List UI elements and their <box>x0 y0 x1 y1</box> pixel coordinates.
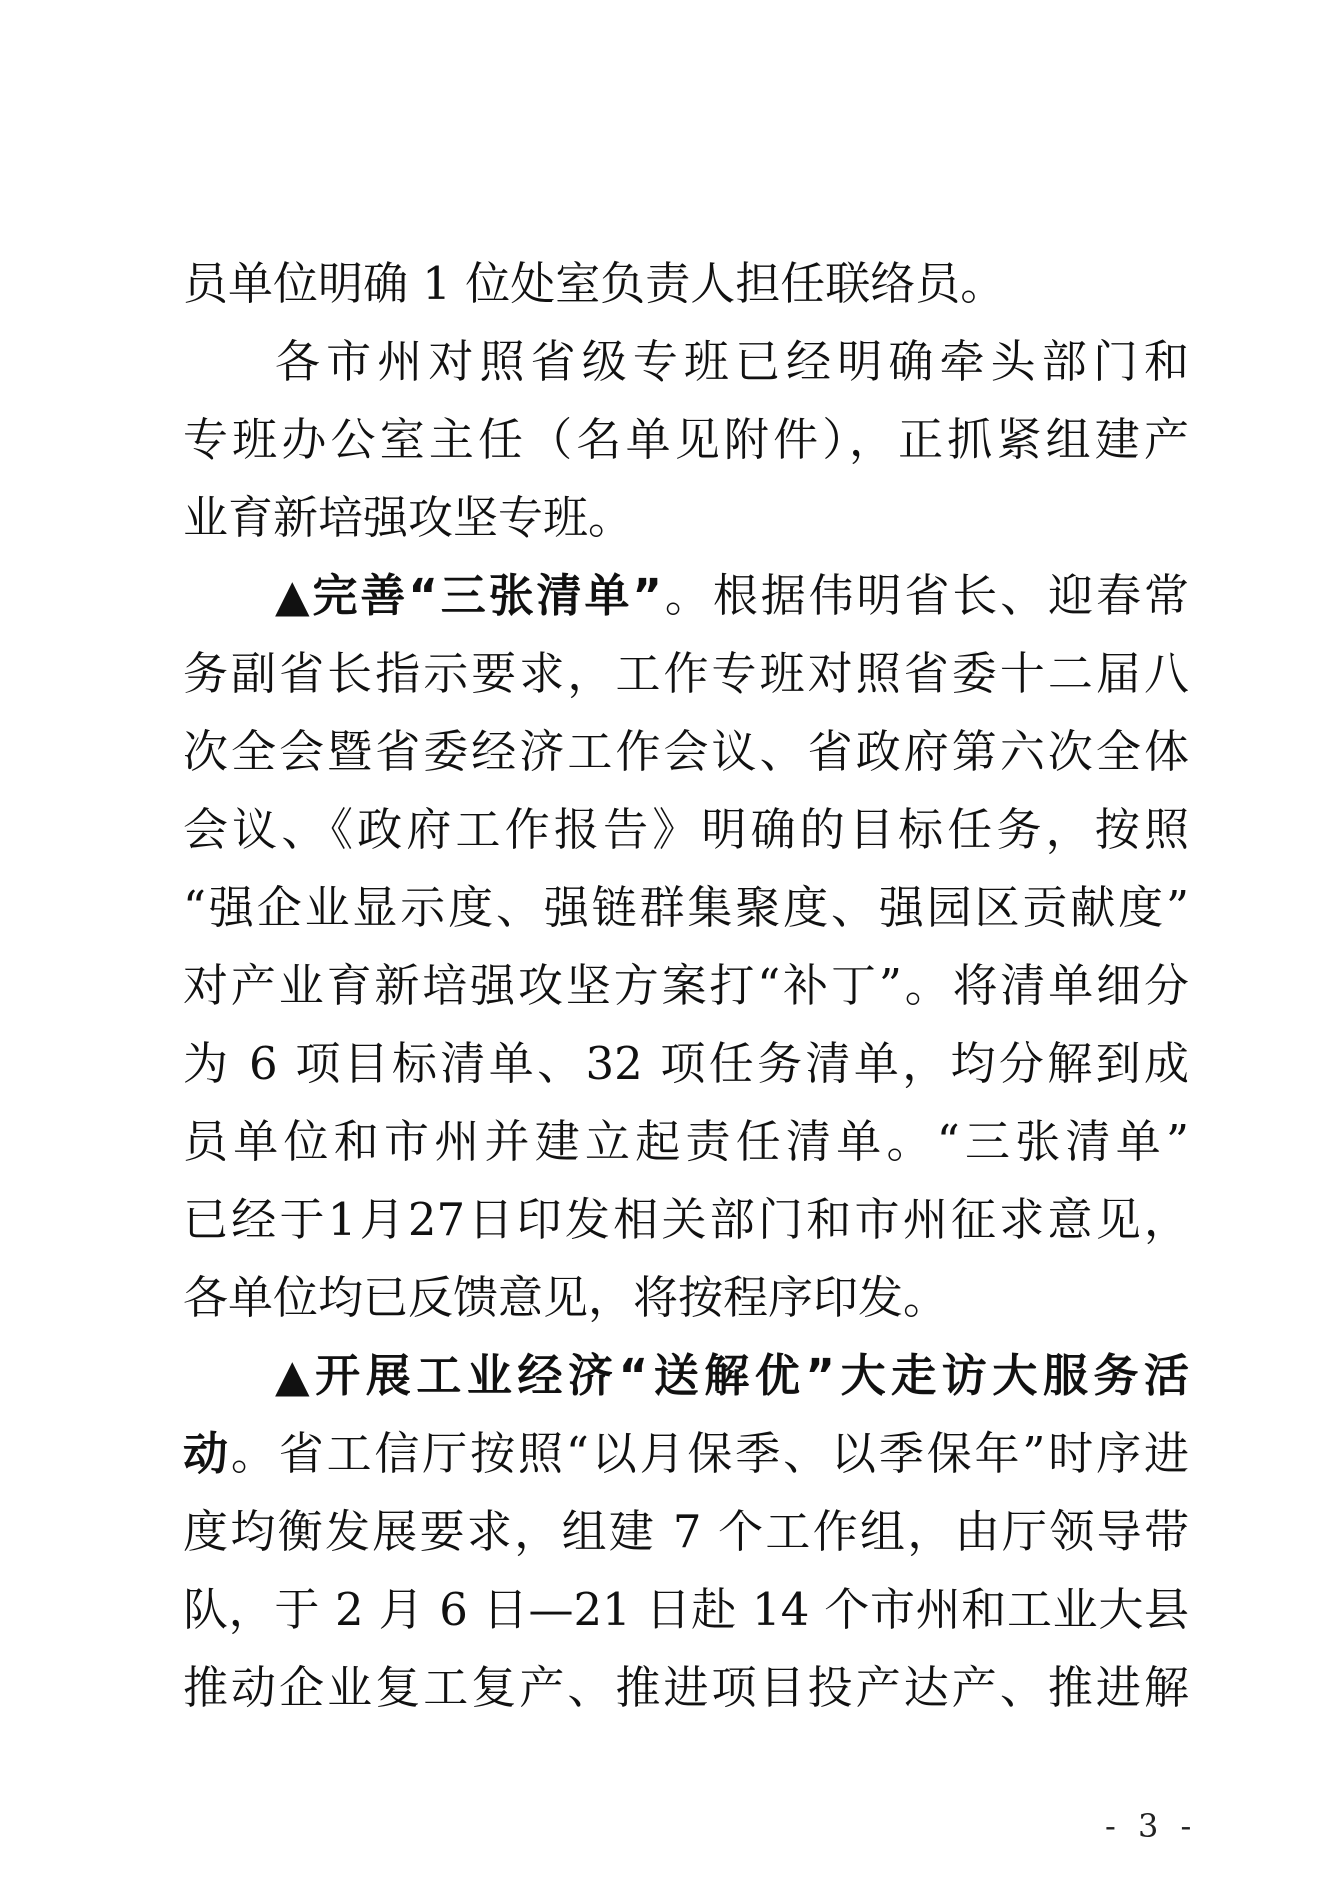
text-line: 会议、《政府工作报告》明确的目标任务，按照 <box>183 803 1189 856</box>
text-line: 已经于1月27日印发相关部门和市州征求意见， <box>183 1193 1189 1246</box>
section-heading-end: 动 <box>183 1427 231 1480</box>
text-line: 为 6 项目标清单、32 项任务清单，均分解到成 <box>183 1037 1189 1090</box>
section-heading-line <box>183 557 1189 635</box>
text-line: 专班办公室主任（名单见附件），正抓紧组建产 <box>183 413 1189 466</box>
text-line: 员单位明确 1 位处室负责人担任联络员。 <box>183 257 1006 310</box>
text-line: 度均衡发展要求，组建 7 个工作组，由厅领导带 <box>183 1505 1189 1558</box>
text-line: “强企业显示度、强链群集聚度、强园区贡献度” <box>183 881 1189 934</box>
text-line: 各市州对照省级专班已经明确牵头部门和 <box>275 335 1189 388</box>
section-heading: ▲完善“三张清单” <box>275 569 663 622</box>
text-run: 。省工信厅按照“以月保季、以季保年”时序进 <box>230 1427 1189 1480</box>
text-line: 员单位和市州并建立起责任清单。“三张清单” <box>183 1115 1189 1168</box>
text-line: 队，于 2 月 6 日—21 日赴 14 个市州和工业大县 <box>183 1583 1189 1636</box>
text-run: 。根据伟明省长、迎春常 <box>662 569 1189 622</box>
text-line: 业育新培强攻坚专班。 <box>183 491 634 544</box>
section-heading: ▲开展工业经济“送解优”大走访大服务活 <box>275 1349 1189 1402</box>
text-line: 推动企业复工复产、推进项目投产达产、推进解 <box>183 1661 1189 1714</box>
text-line: 务副省长指示要求，工作专班对照省委十二届八 <box>183 647 1189 700</box>
page-number: - 3 - <box>1105 1807 1198 1845</box>
section-heading-line <box>183 1415 1189 1493</box>
text-line: 各单位均已反馈意见，将按程序印发。 <box>183 1271 949 1324</box>
document-body <box>183 245 1189 1727</box>
text-line: 次全会暨省委经济工作会议、省政府第六次全体 <box>183 725 1189 778</box>
text-line: 对产业育新培强攻坚方案打“补丁”。将清单细分 <box>183 959 1189 1012</box>
